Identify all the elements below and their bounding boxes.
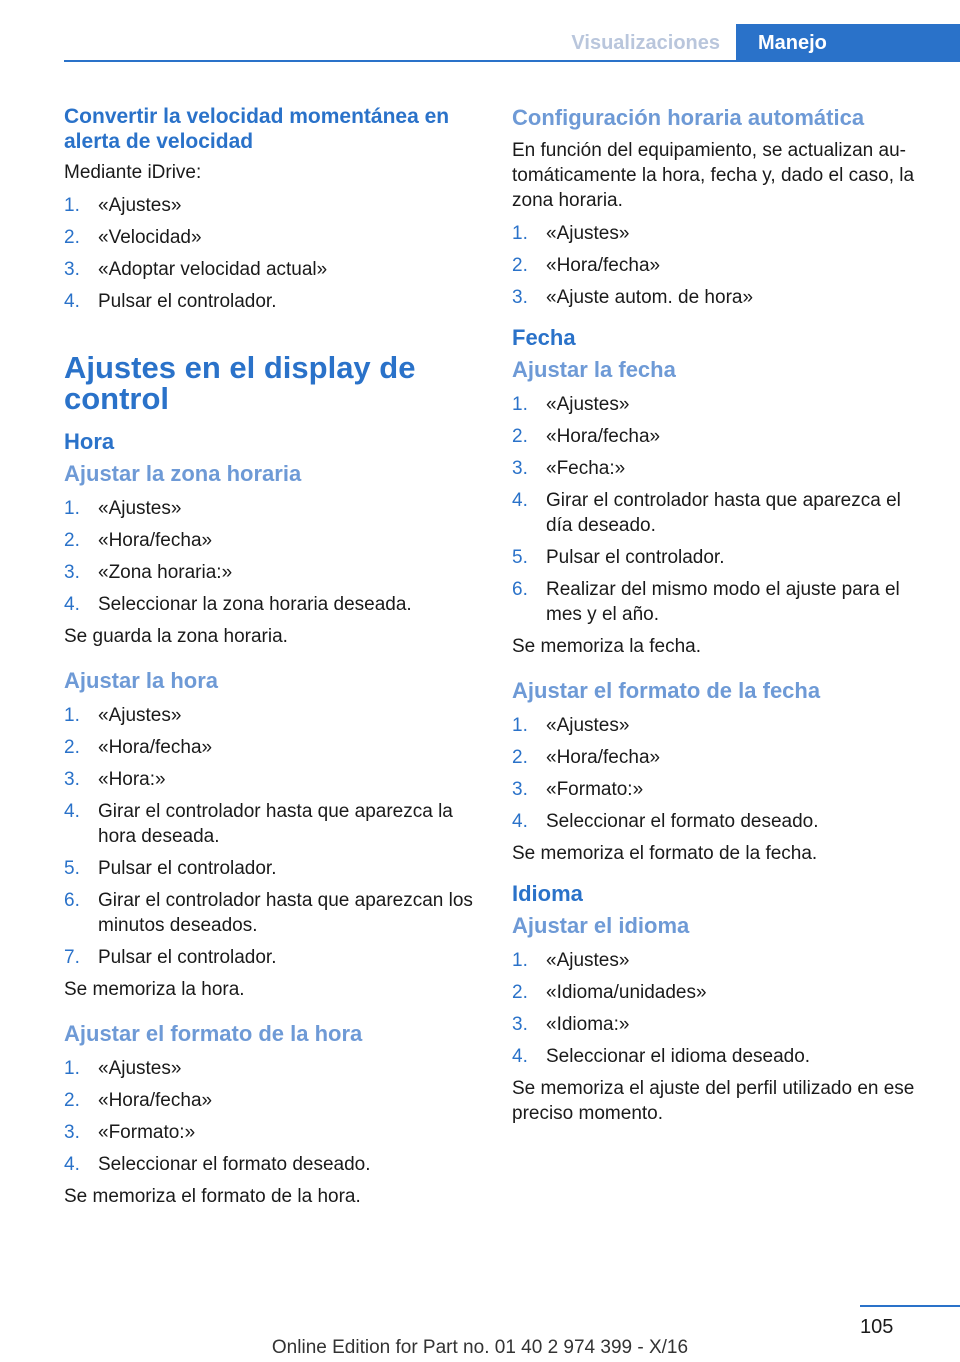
step-number: 3. [512,1014,528,1035]
step-text: «Ajustes» [98,705,182,726]
step-text: Seleccionar el idioma deseado. [546,1046,811,1067]
step-number: 2. [512,747,528,768]
step-text: «Formato:» [98,1122,196,1143]
step-item [512,456,932,481]
step-text: «Hora/fecha» [546,747,661,768]
step-item [64,1120,484,1145]
step-number: 5. [64,858,80,879]
step-text: «Ajustes» [546,950,630,971]
step-number: 4. [64,1154,80,1175]
step-number: 1. [512,223,528,244]
step-number: 1. [512,715,528,736]
step-item [64,1152,484,1177]
step-item [512,980,932,1005]
idioma-heading: Idioma [512,881,583,906]
step-number: 2. [64,530,80,551]
step-text: «Ajustes» [98,195,182,216]
step-number: 1. [64,498,80,519]
formato-fecha-result: Se memoriza el formato de la fecha. [512,843,818,864]
speed-intro: Mediante iDrive: [64,162,202,183]
step-item [512,809,932,834]
step-text: «Fecha:» [546,458,626,479]
step-item [512,1044,932,1069]
step-item [64,289,484,314]
step-item [512,713,932,738]
step-text: «Ajustes» [546,715,630,736]
auto-steps [512,221,932,310]
step-text: Seleccionar el formato deseado. [98,1154,371,1175]
step-text: «Ajustes» [98,498,182,519]
hora-result: Se memoriza la hora. [64,979,245,1000]
auto-intro: En función del equipamiento, se actualizan automáticamente la hora, fecha y, dado el caso, la zona horaria. [512,140,915,211]
footer-divider [860,1305,960,1307]
main-heading: Ajustes en el display de control [64,350,416,416]
auto-heading: Configuración horaria automática [512,105,865,130]
fecha-result: Se memoriza la fecha. [512,636,702,657]
fecha-set-heading: Ajustar la fecha [512,357,676,382]
page-number: 105 [860,1316,894,1338]
right-column [512,100,932,1126]
step-number: 3. [512,779,528,800]
step-item [64,856,484,881]
step-item [64,257,484,282]
step-number: 2. [64,227,80,248]
left-column [64,100,484,1209]
step-text: «Idioma/unidades» [546,982,707,1003]
formato-fecha-steps [512,713,932,834]
step-text: «Ajustes» [546,394,630,415]
section-tab[interactable]: Visualizaciones [571,31,720,54]
step-item [512,392,932,417]
step-text: Girar el controlador hasta que aparezcan los minutos deseados. [98,890,473,936]
step-text: Realizar del mismo modo el ajuste para el mes y el año. [546,579,900,625]
step-item [64,735,484,760]
step-number: 1. [512,950,528,971]
speed-steps [64,193,484,314]
step-text: «Ajuste autom. de hora» [546,287,754,308]
zona-heading: Ajustar la zona horaria [64,461,302,486]
step-number: 6. [64,890,80,911]
step-item [512,488,932,538]
step-number: 1. [512,394,528,415]
step-number: 7. [64,947,80,968]
step-text: Girar el controlador hasta que aparezca el día deseado. [546,490,901,536]
step-number: 3. [64,259,80,280]
hora-set-heading: Ajustar la hora [64,668,219,693]
step-number: 3. [512,287,528,308]
step-number: 1. [64,1058,80,1079]
step-text: Pulsar el controlador. [98,858,277,879]
idioma-steps [512,948,932,1069]
formato-hora-heading: Ajustar el formato de la hora [64,1021,363,1046]
page-header [555,24,960,62]
step-text: Seleccionar la zona horaria deseada. [98,594,412,615]
step-text: Pulsar el controlador. [98,291,277,312]
step-item [64,560,484,585]
step-number: 1. [64,705,80,726]
step-number: 4. [64,801,80,822]
step-item [64,767,484,792]
step-item [512,577,932,627]
step-text: «Hora/fecha» [98,1090,213,1111]
step-item [64,799,484,849]
step-number: 6. [512,579,528,600]
step-text: Pulsar el controlador. [546,547,725,568]
edition-text: Online Edition for Part no. 01 40 2 974 399 - X/16 [271,1337,689,1358]
step-number: 4. [64,291,80,312]
step-number: 3. [64,769,80,790]
step-text: «Velocidad» [98,227,202,248]
step-number: 3. [64,1122,80,1143]
step-text: «Ajustes» [546,223,630,244]
step-text: Seleccionar el formato deseado. [546,811,819,832]
step-number: 3. [64,562,80,583]
step-item [512,545,932,570]
step-item [512,221,932,246]
step-item [64,592,484,617]
step-text: Pulsar el controlador. [98,947,277,968]
step-text: «Ajustes» [98,1058,182,1079]
formato-hora-steps [64,1056,484,1177]
zona-result: Se guarda la zona horaria. [64,626,288,647]
formato-fecha-heading: Ajustar el formato de la fecha [512,678,821,703]
step-text: «Idioma:» [546,1014,630,1035]
step-number: 3. [512,458,528,479]
zona-steps [64,496,484,617]
step-number: 2. [512,255,528,276]
step-item [512,285,932,310]
step-text: «Hora/fecha» [546,426,661,447]
step-item [64,945,484,970]
chapter-tab[interactable]: Manejo [736,24,960,62]
step-number: 4. [512,811,528,832]
step-item [512,1012,932,1037]
hora-heading: Hora [64,429,115,454]
step-item [512,745,932,770]
formato-hora-result: Se memoriza el formato de la hora. [64,1186,361,1207]
step-item [64,528,484,553]
step-text: «Formato:» [546,779,644,800]
step-item [64,1056,484,1081]
idioma-result: Se memoriza el ajuste del perfil utilizado en ese preciso momento. [512,1078,915,1124]
step-item [512,424,932,449]
step-number: 4. [64,594,80,615]
step-number: 2. [512,982,528,1003]
step-item [64,888,484,938]
header-divider [64,60,960,62]
step-number: 4. [512,1046,528,1067]
step-number: 2. [64,737,80,758]
step-item [64,193,484,218]
step-item [512,777,932,802]
step-number: 5. [512,547,528,568]
step-item [64,1088,484,1113]
speed-heading: Convertir la velocidad momentánea en alerta de velocidad [64,105,450,153]
step-item [512,253,932,278]
step-number: 2. [512,426,528,447]
step-text: «Hora:» [98,769,166,790]
idioma-set-heading: Ajustar el idioma [512,913,690,938]
step-number: 1. [64,195,80,216]
step-number: 4. [512,490,528,511]
step-text: Girar el controlador hasta que aparezca la hora deseada. [98,801,453,847]
hora-steps [64,703,484,970]
step-text: «Hora/fecha» [98,737,213,758]
step-number: 2. [64,1090,80,1111]
fecha-heading: Fecha [512,325,576,350]
step-item [64,225,484,250]
step-text: «Hora/fecha» [546,255,661,276]
step-item [64,496,484,521]
step-item [64,703,484,728]
step-text: «Adoptar velocidad actual» [98,259,328,280]
fecha-steps [512,392,932,627]
step-text: «Zona horaria:» [98,562,233,583]
step-text: «Hora/fecha» [98,530,213,551]
step-item [512,948,932,973]
